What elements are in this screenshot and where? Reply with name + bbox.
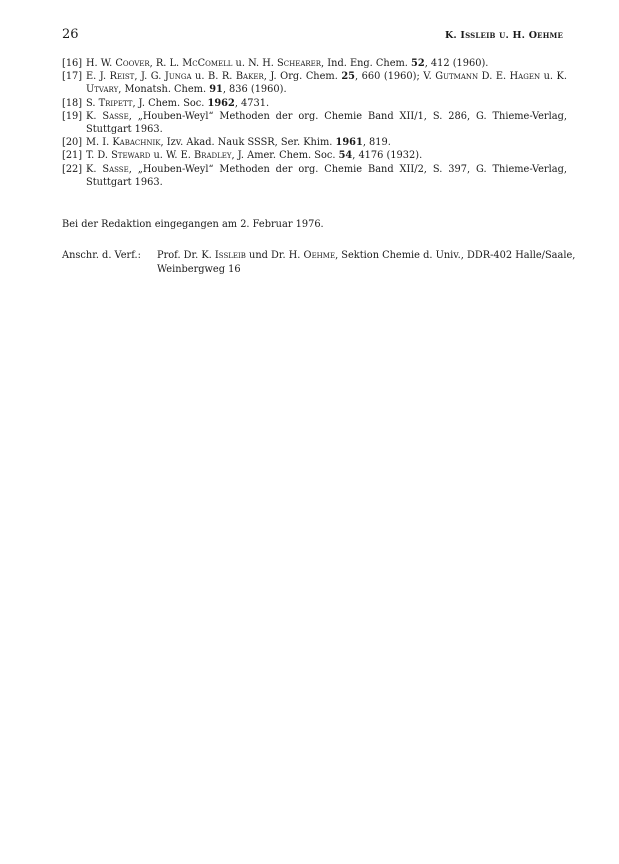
- reference-number: [22]: [62, 163, 83, 175]
- author-name: Sasse: [102, 110, 129, 122]
- page-header: [62, 27, 563, 42]
- reference-item: [62, 110, 567, 136]
- ref-text: E. J.: [86, 71, 110, 83]
- ref-text: , Ind. Eng. Chem.: [321, 58, 412, 69]
- ref-text: , 819.: [362, 137, 391, 149]
- reference-number: [21]: [62, 150, 83, 162]
- volume-bold: 1961: [335, 137, 363, 149]
- reference-list: [62, 57, 567, 189]
- ref-text: H. W.: [86, 58, 116, 69]
- ref-text: und Dr. H.: [245, 250, 304, 261]
- author-name: Reist: [109, 71, 135, 83]
- address-label: Anschr. d. Verf.:: [62, 250, 141, 261]
- reference-item: [62, 57, 567, 70]
- author-address: [62, 249, 577, 277]
- author-name: Gutmann: [435, 71, 479, 83]
- ref-text: M. I.: [86, 137, 113, 149]
- running-head: K. Issleib u. H. Oehme: [444, 30, 563, 41]
- ref-text: , 412 (1960).: [424, 58, 489, 69]
- reference-item: [62, 136, 567, 149]
- ref-text: , J. Org. Chem.: [263, 71, 342, 83]
- author-name: Hagen: [509, 71, 541, 83]
- ref-text: D. E.: [478, 71, 510, 83]
- ref-text: , J. Amer. Chem. Soc.: [231, 150, 339, 162]
- reference-number: [16]: [62, 58, 83, 69]
- ref-text: , 660 (1960); V.: [355, 71, 436, 83]
- ref-text: K.: [86, 110, 103, 122]
- ref-text: , 4731.: [234, 97, 270, 109]
- author-name: Sasse: [102, 163, 129, 175]
- author-name: Schearer: [277, 58, 322, 69]
- ref-text: , R. L.: [149, 58, 183, 69]
- ref-text: , Sektion Chemie d. Univ., DDR-402 Halle/Saale, Weinbergweg 16: [157, 250, 576, 275]
- author-name: Coover: [115, 58, 150, 69]
- reference-number: [17]: [62, 71, 83, 83]
- ref-text: K.: [86, 163, 103, 175]
- ref-text: , 4176 (1932).: [352, 150, 423, 162]
- ref-text: , J. G.: [134, 71, 165, 83]
- ref-text: , „Houben-Weyl“ Methoden der org. Chemie Band XII/2, S. 397, G. Thieme-Verlag, Stuttgart 1963.: [86, 163, 567, 188]
- author-name: Bradley: [193, 150, 232, 162]
- author-name: Issleib: [214, 250, 246, 261]
- reference-number: [19]: [62, 110, 83, 122]
- author-name: Utvary: [86, 84, 119, 96]
- volume-bold: 91: [209, 84, 223, 96]
- author-name: McComell: [182, 58, 233, 69]
- author-name: Oehme: [303, 250, 336, 261]
- reference-number: [20]: [62, 137, 83, 149]
- reference-item: [62, 149, 567, 162]
- author-name: Tripett: [98, 97, 133, 109]
- ref-text: u. K.: [540, 71, 567, 83]
- ref-text: , Monatsh. Chem.: [118, 84, 210, 96]
- ref-text: u. N. H.: [232, 58, 278, 69]
- ref-text: Prof. Dr. K.: [157, 250, 215, 261]
- ref-text: , J. Chem. Soc.: [132, 97, 208, 109]
- author-name: Steward: [111, 150, 151, 162]
- volume-bold: 54: [338, 150, 353, 162]
- volume-bold: 25: [341, 71, 355, 83]
- reference-item: [62, 163, 567, 189]
- volume-bold: 52: [411, 58, 425, 69]
- reference-number: [18]: [62, 97, 83, 109]
- reference-item: [62, 97, 567, 110]
- ref-text: , 836 (1960).: [222, 84, 287, 96]
- author-name: Baker: [235, 71, 264, 83]
- ref-text: , Izv. Akad. Nauk SSSR, Ser. Khim.: [160, 137, 336, 149]
- ref-text: S.: [86, 97, 99, 109]
- received-note: Bei der Redaktion eingegangen am 2. Februar 1976.: [62, 219, 324, 230]
- ref-text: u. B. R.: [191, 71, 236, 83]
- volume-bold: 1962: [207, 97, 235, 109]
- ref-text: u. W. E.: [150, 150, 194, 162]
- author-name: Junga: [164, 71, 192, 83]
- reference-item: [62, 70, 567, 96]
- ref-text: , „Houben-Weyl“ Methoden der org. Chemie Band XII/1, S. 286, G. Thieme-Verlag, Stuttgart 1963.: [86, 110, 567, 136]
- author-name: Kabachnik: [112, 137, 161, 149]
- page-number: 26: [62, 27, 79, 42]
- ref-text: T. D.: [86, 150, 112, 162]
